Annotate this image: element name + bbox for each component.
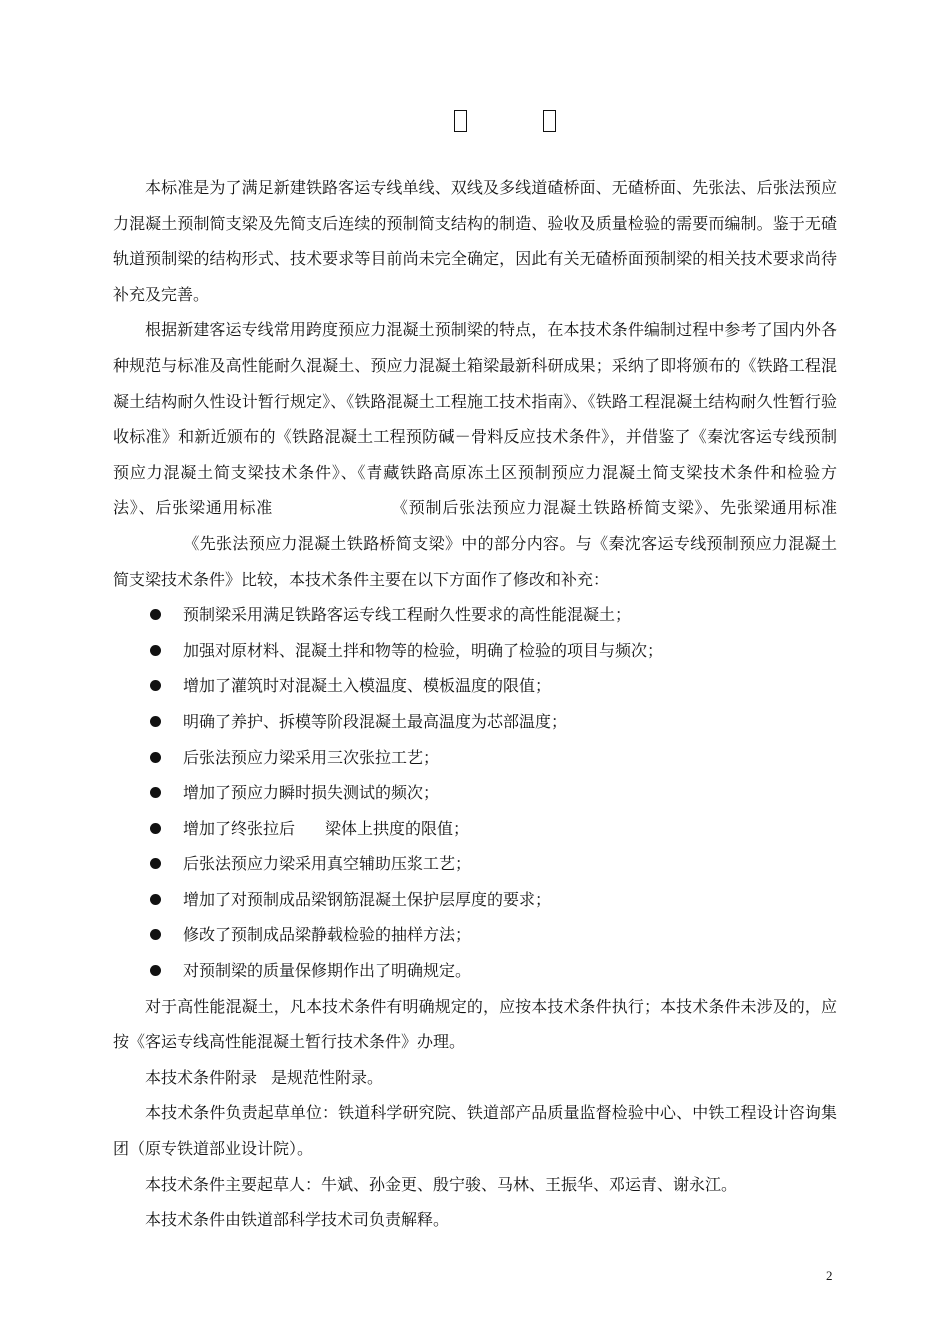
bullet-icon bbox=[150, 823, 161, 834]
paragraph-interpretation: 本技术条件由铁道部科学技术司负责解释。 bbox=[145, 1210, 450, 1230]
revision-list bbox=[113, 597, 837, 989]
paragraph-references bbox=[113, 312, 837, 597]
bullet-icon bbox=[150, 752, 161, 763]
bullet-icon bbox=[150, 609, 161, 620]
bullet-icon bbox=[150, 858, 161, 869]
paragraph-drafting-units: 本技术条件负责起草单位：铁道科学研究院、铁道部产品质量监督检验中心、中铁工程设计咨询集团（原专铁道部业设计院）。 bbox=[113, 1103, 837, 1159]
paragraph-references-part1: 根据新建客运专线常用跨度预应力混凝土预制梁的特点，在本技术条件编制过程中参考了国内外各种规范与标准及高性能耐久混凝土、预应力混凝土箱梁最新科研成果；采纳了即将颁布的《铁路工程混凝土结构耐久性设计暂行规定》、《铁路混凝土工程施工技术指南》、《铁路工程混凝土结构耐久性暂行验收标准》和新近颁布的《铁路混凝土工程预防碱－骨料反应技术条件》，并借鉴了《秦沈客运专线预制预应力混凝土简支梁技术条件》、《青藏铁路高原冻土区预制预应力混凝土简支梁技术条件和检验方法》、后张梁通用标准 bbox=[113, 320, 837, 518]
list-item: 后张法预应力梁采用真空辅助压浆工艺； bbox=[113, 846, 837, 882]
paragraph-references-part3: 《先张法预应力混凝土铁路桥简支梁》中的部分内容。与《秦沈客运专线预制预应力混凝土简支梁技术条件》比较，本技术条件主要在以下方面作了修改和补充： bbox=[113, 533, 837, 589]
bullet-icon bbox=[150, 929, 161, 940]
list-item: 增加了预应力瞬时损失测试的频次； bbox=[113, 775, 837, 811]
paragraph-hpc: 对于高性能混凝土，凡本技术条件有明确规定的，应按本技术条件执行；本技术条件未涉及的，应按《客运专线高性能混凝土暂行技术条件》办理。 bbox=[113, 996, 837, 1052]
paragraph-purpose: 本标准是为了满足新建铁路客运专线单线、双线及多线道碴桥面、无碴桥面、先张法、后张法预应力混凝土预制简支梁及先简支后连续的预制简支结构的制造、验收及质量检验的需要而编制。鉴于无碴轨道预制梁的结构形式、技术要求等目前尚未完全确定，因此有关无碴桥面预制梁的相关技术要求尚待补充及完善。 bbox=[113, 178, 837, 304]
list-item: 预制梁采用满足铁路客运专线工程耐久性要求的高性能混凝土； bbox=[113, 597, 837, 633]
list-item: 增加了终张拉后 梁体上拱度的限值； bbox=[113, 811, 837, 847]
list-item: 增加了灌筑时对混凝土入模温度、模板温度的限值； bbox=[113, 668, 837, 704]
page-title bbox=[0, 108, 950, 133]
list-item: 加强对原材料、混凝土拌和物等的检验，明确了检验的项目与频次； bbox=[113, 633, 837, 669]
bullet-icon bbox=[150, 894, 161, 905]
bullet-icon bbox=[150, 716, 161, 727]
page-number: 2 bbox=[826, 1268, 833, 1283]
bullet-icon bbox=[150, 645, 161, 656]
bullet-icon bbox=[150, 965, 161, 976]
paragraph-drafters: 本技术条件主要起草人：牛斌、孙金更、殷宁骏、马林、王振华、邓运青、谢永江。 bbox=[145, 1174, 738, 1194]
list-item: 修改了预制成品梁静载检验的抽样方法； bbox=[113, 917, 837, 953]
body-text bbox=[113, 170, 837, 1238]
missing-glyph-icon bbox=[543, 110, 556, 132]
list-item: 明确了养护、拆模等阶段混凝土最高温度为芯部温度； bbox=[113, 704, 837, 740]
missing-glyph-icon bbox=[454, 110, 467, 132]
paragraph-references-part2: 《预制后张法预应力混凝土铁路桥简支梁》、先张梁通用标准 bbox=[391, 498, 837, 518]
list-item: 后张法预应力梁采用三次张拉工艺； bbox=[113, 740, 837, 776]
list-item: 增加了对预制成品梁钢筋混凝土保护层厚度的要求； bbox=[113, 882, 837, 918]
list-item: 对预制梁的质量保修期作出了明确规定。 bbox=[113, 953, 837, 989]
bullet-icon bbox=[150, 680, 161, 691]
paragraph-appendix: 本技术条件附录 是规范性附录。 bbox=[145, 1067, 384, 1087]
bullet-icon bbox=[150, 787, 161, 798]
